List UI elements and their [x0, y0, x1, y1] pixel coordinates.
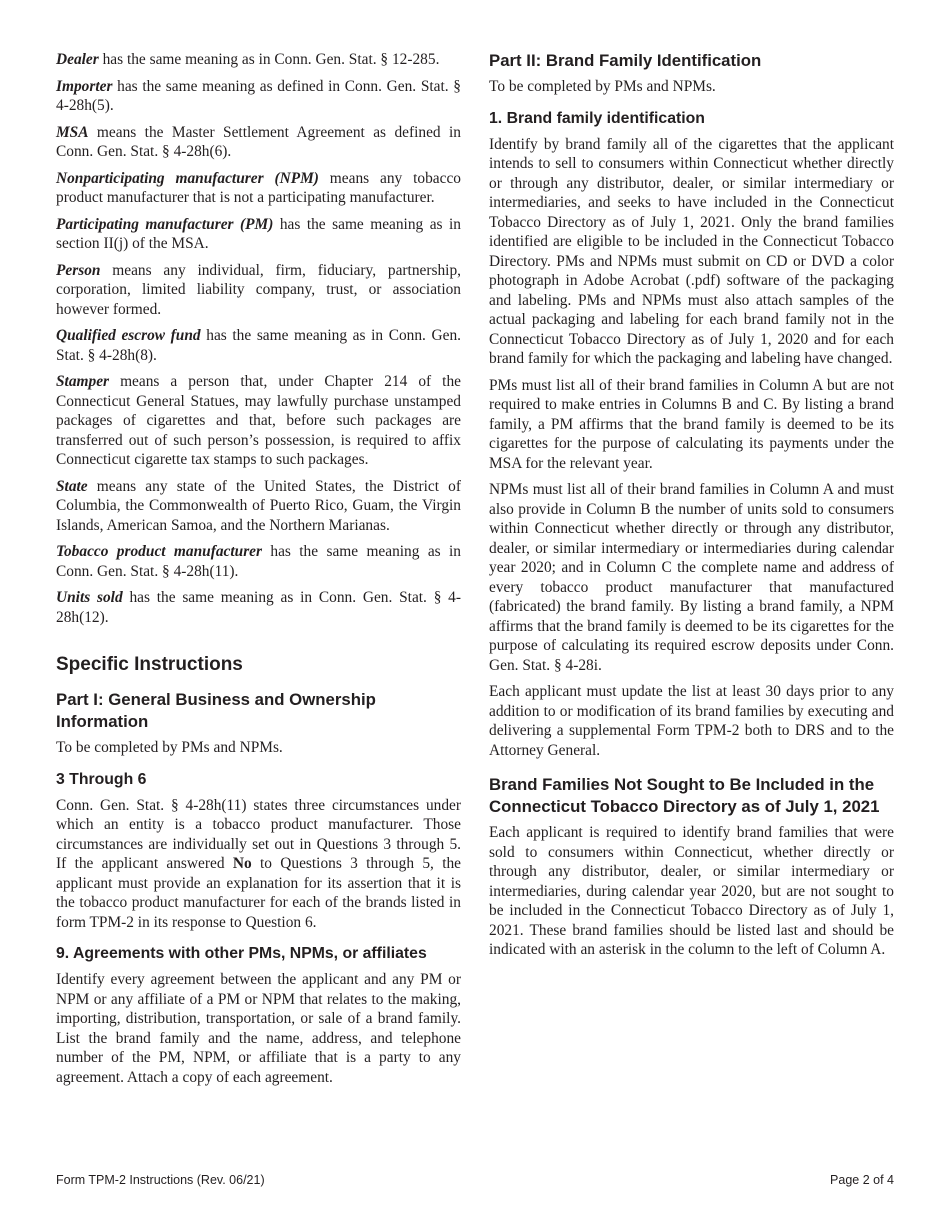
definition-stamper — [56, 372, 461, 470]
definition-term: Dealer — [56, 51, 99, 68]
update-list-paragraph: Each applicant must update the list at least 30 days prior to any addition to or modification of its brand families by executing and delivering a supplemental Form TPM-2 both to DRS and to the Attorney General. — [489, 683, 894, 759]
definition-term: Qualified escrow fund — [56, 327, 201, 344]
definition-text: has the same meaning as in section II(j) of the MSA. — [56, 215, 461, 252]
definition-text: has the same meaning as in Conn. Gen. Stat. § 4-28h(12). — [56, 589, 461, 626]
part2-intro: To be completed by PMs and NPMs. — [489, 78, 716, 95]
definition-text: has the same meaning as in Conn. Gen. Stat. § 12-285. — [98, 51, 440, 68]
definition-text: means any tobacco product manufacturer that is not a participating manufacturer. — [56, 169, 461, 206]
questions-3-6-no: No — [232, 855, 252, 872]
definition-tobacco-product-manufacturer — [56, 542, 461, 581]
definition-state — [56, 477, 461, 536]
question-9-heading: 9. Agreements with other PMs, NPMs, or affiliates — [56, 945, 427, 962]
question-1-paragraph: Identify by brand family all of the cigarettes that the applicant intends to sell to consumers within Connecticut whether directly or through any distributor, dealer, or similar intermediary or intermediaries, and seeks to have included in the Connecticut Tobacco Directory as of July 1, 2021. Only the brand families identified are eligible to be included in the Connecticut Tobacco Directory. PMs and NPMs must submit on CD or DVD a color photograph in Adobe Acrobat (.pdf) software of the packaging and labeling. PMs and NPMs must also attach samples of the actual packaging and labeling for each brand family not in the Connecticut Tobacco Directory as of July 1, 2020 and for each brand family for which the packaging and labeling have changed. — [489, 135, 894, 367]
definition-term: MSA — [56, 123, 89, 141]
definition-msa — [56, 123, 461, 162]
left-column — [56, 50, 461, 1094]
footer-form-label: Form TPM-2 Instructions (Rev. 06/21) — [56, 1173, 265, 1187]
definition-text: means a person that, under Chapter 214 of the Connecticut General Statues, may lawfully purchase unstamped packages of cigarettes and that, before such packages are transferred out of such person’s possession, is required to affix Connecticut cigarette tax stamps to such packages. — [56, 373, 461, 468]
not-sought-text: Each applicant is required to identify brand families that were sold to consumers within Connecticut, whether directly or through any distributor, dealer, or similar intermediary or intermediaries, during calendar year 2020, but are not sought to be included in the Connecticut Tobacco Directory as of July 1, 2021. These brand families should be listed last and should be indicated with an asterisk in the column to the left of Column A. — [489, 824, 894, 958]
definition-units-sold — [56, 588, 461, 627]
definitions-list — [56, 50, 461, 627]
definition-text: has the same meaning as in Conn. Gen. Stat. § 4-28h(8). — [56, 327, 462, 364]
questions-3-6-text-before: Conn. Gen. Stat. § 4-28h(11) states three circumstances under which an entity is a tobacco product manufacturer. Those circumstances are individually set out in Questions 3 through 5. If the applicant answered — [56, 796, 461, 872]
definition-text: has the same meaning as defined in Conn. Gen. Stat. § 4-28h(5). — [56, 77, 461, 114]
question-1-heading: 1. Brand family identification — [489, 109, 705, 127]
definition-text: means any individual, firm, fiduciary, partnership, corporation, limited liability company, trust, or association however formed. — [56, 261, 461, 318]
part2-heading: Part II: Brand Family Identification — [489, 51, 762, 70]
part1-heading: Part I: General Business and Ownership Information — [56, 690, 376, 731]
definition-term: Stamper — [56, 373, 110, 390]
definition-qualified-escrow-fund — [56, 326, 461, 365]
definition-term: Participating manufacturer (PM) — [56, 215, 274, 233]
npm-columns-paragraph: NPMs must list all of their brand families in Column A and must also provide in Column B the number of units sold to consumers within Connecticut whether directly or through any distributor, dealer, or similar intermediary or intermediaries during calendar year 2020; and in Column C the complete name and address of every tobacco product manufacturer that manufactured (fabricated) the brand family. By listing a brand family, a NPM affirms that the brand family is deemed to be its cigarettes for the purpose of calculating its required escrow deposits under Conn. Gen. Stat. § 4-28i. — [489, 481, 894, 674]
definition-dealer — [56, 50, 461, 70]
definition-term: State — [56, 477, 88, 495]
part1-intro: To be completed by PMs and NPMs. — [56, 739, 283, 756]
question-9-text: Identify every agreement between the applicant and any PM or NPM or any affiliate of a PM or NPM that relates to the making, importing, distribution, transportation, or sale of a brand family. List the brand family and the name, address, and telephone number of the PM, NPM, or affiliate that is a party to any agreement. Attach a copy of each agreement. — [56, 971, 461, 1086]
footer-page-number: Page 2 of 4 — [830, 1173, 894, 1187]
definition-term: Tobacco product manufacturer — [56, 543, 263, 560]
questions-3-6-text — [56, 796, 461, 933]
definition-term: Importer — [56, 77, 113, 95]
definition-npm — [56, 169, 461, 208]
definition-text: has the same meaning as in Conn. Gen. Stat. § 4-28h(11). — [56, 543, 461, 580]
questions-3-6-text-after: to Questions 3 through 5, the applicant must provide an explanation for its assertion that it is the tobacco product manufacturer for each of the brands listed in form TPM-2 in its response to Question 6. — [56, 855, 461, 931]
questions-3-6-heading: 3 Through 6 — [56, 770, 147, 788]
right-column — [489, 50, 894, 967]
definition-pm — [56, 215, 461, 254]
definition-importer — [56, 77, 461, 116]
definition-text: means the Master Settlement Agreement as defined in Conn. Gen. Stat. § 4-28h(6). — [56, 123, 461, 160]
definition-term: Nonparticipating manufacturer (NPM) — [56, 169, 319, 187]
pm-columns-paragraph: PMs must list all of their brand families in Column A but are not required to make entries in Columns B and C. By listing a brand family, a PM affirms that the brand family is deemed to be its cigarettes for the purpose of calculating its payments under the MSA for the relevant year. — [489, 376, 894, 472]
not-sought-heading: Brand Families Not Sought to Be Included in the Connecticut Tobacco Directory as of July 1, 2021 — [489, 775, 880, 816]
definition-text: means any state of the United States, the District of Columbia, the Commonwealth of Puerto Rico, Guam, the Virgin Islands, American Samoa, and the Northern Marianas. — [56, 477, 461, 534]
specific-instructions-heading: Specific Instructions — [56, 654, 243, 675]
definition-person — [56, 261, 461, 320]
definition-term: Units sold — [56, 589, 123, 606]
definition-term: Person — [56, 261, 101, 279]
